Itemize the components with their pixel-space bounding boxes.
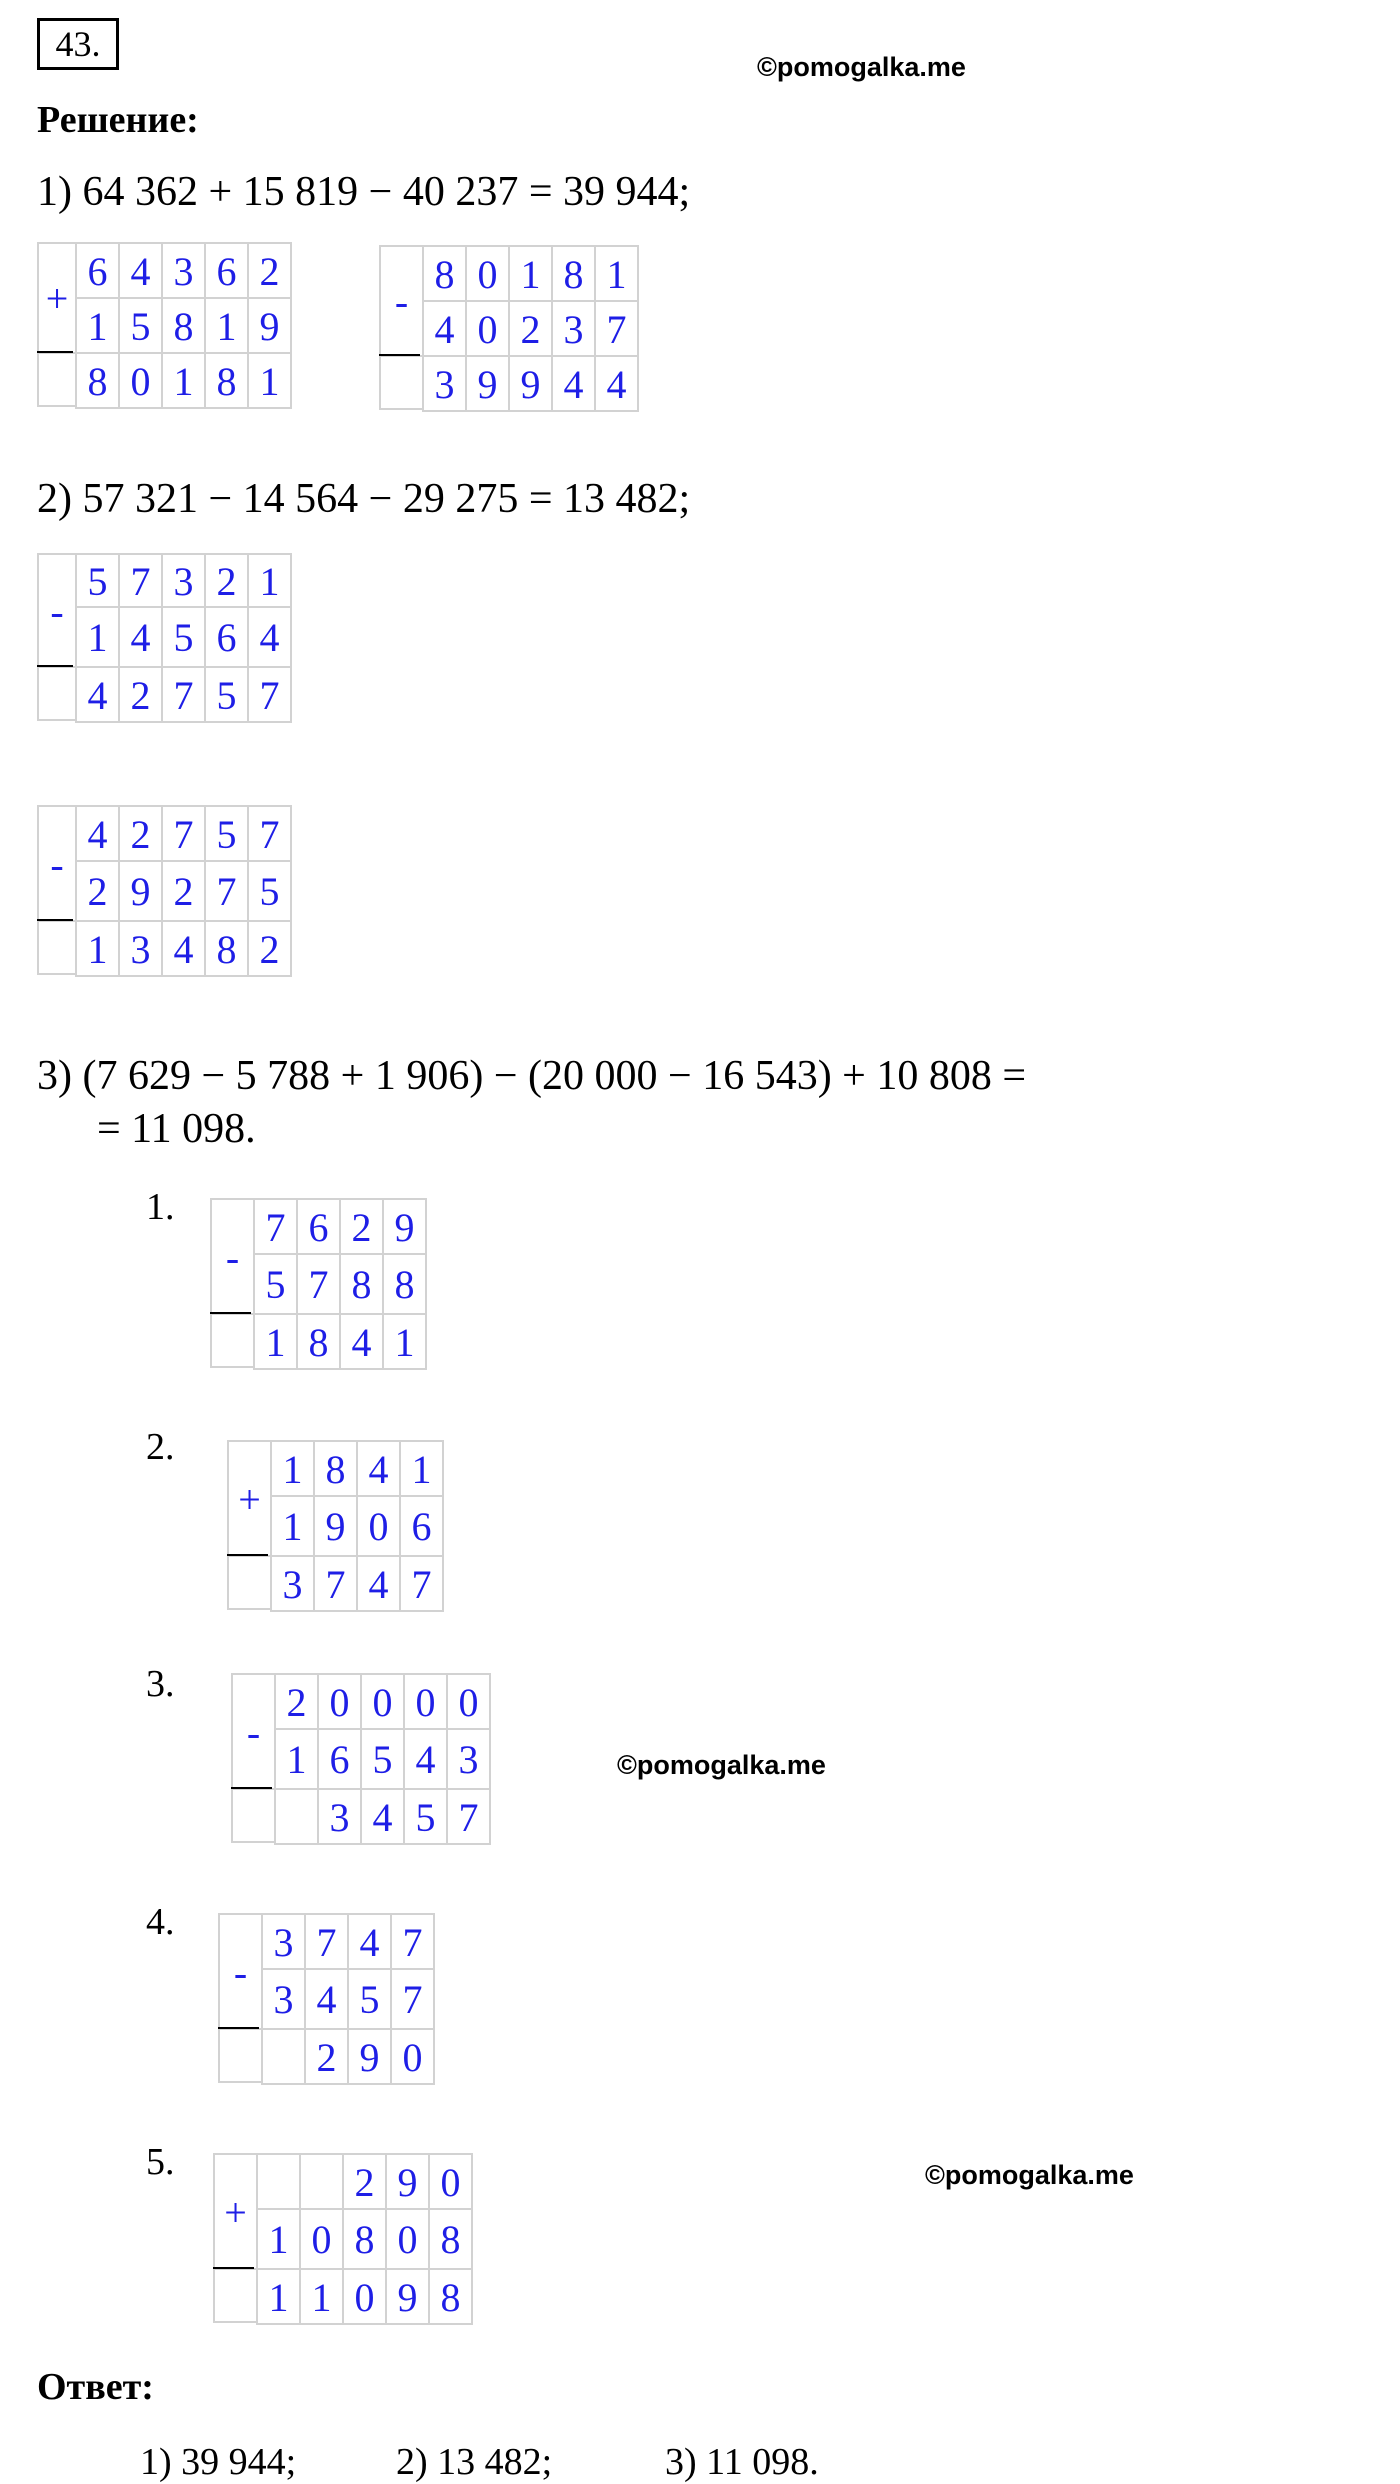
digit-cell: 0 [428, 2153, 473, 2210]
calc-8-subtraction [218, 1913, 433, 2083]
result-line [37, 351, 73, 353]
digit-cell: 4 [403, 1728, 448, 1790]
digit-cell [274, 1788, 319, 1845]
operator-sign: - [37, 553, 77, 668]
digit-cell [256, 2153, 301, 2210]
digit-cell: 1 [161, 352, 206, 409]
digit-cell: 4 [551, 355, 596, 412]
digit-cell: 0 [342, 2268, 387, 2325]
digit-cell: 8 [204, 920, 249, 977]
digit-cell: 0 [118, 352, 163, 409]
digit-cell: 1 [399, 1440, 444, 1497]
digit-cell: 9 [313, 1495, 358, 1557]
digit-cell: 8 [75, 352, 120, 409]
digit-cell: 9 [382, 1198, 427, 1255]
digit-cell: 9 [465, 355, 510, 412]
digit-cell: 9 [347, 2028, 392, 2085]
answer-3: 3) 11 098. [665, 2441, 819, 2483]
digit-cell: 1 [204, 297, 249, 354]
calc-6-addition [227, 1440, 442, 1610]
digit-cell: 1 [75, 297, 120, 354]
digit-cell: 7 [161, 666, 206, 723]
operator-sign: + [227, 1440, 272, 1557]
operator-empty-cell [213, 2268, 258, 2323]
digit-cell [261, 2028, 306, 2085]
digit-cell: 5 [204, 666, 249, 723]
step-label-4: 4. [146, 1901, 175, 1943]
operator-empty-cell [231, 1788, 276, 1843]
digit-cell: 7 [390, 1968, 435, 2030]
calc-7-subtraction [231, 1673, 489, 1843]
digit-cell: 4 [118, 606, 163, 668]
digit-cell: 4 [594, 355, 639, 412]
digit-cell: 5 [360, 1728, 405, 1790]
digit-cell: 6 [204, 606, 249, 668]
digit-cell: 6 [75, 242, 120, 299]
operator-sign: - [37, 805, 77, 922]
digit-cell: 8 [339, 1253, 384, 1315]
digit-cell: 7 [446, 1788, 491, 1845]
digit-cell: 4 [339, 1313, 384, 1370]
digit-cell: 1 [247, 352, 292, 409]
calc-4-subtraction [37, 805, 290, 975]
digit-cell: 9 [385, 2268, 430, 2325]
digit-cell: 1 [270, 1440, 315, 1497]
solution-heading: Решение: [37, 99, 199, 141]
watermark-top: ©pomogalka.me [757, 52, 966, 82]
calc-3-subtraction [37, 553, 290, 721]
digit-cell: 5 [204, 805, 249, 862]
digit-cell: 8 [313, 1440, 358, 1497]
digit-cell: 1 [382, 1313, 427, 1370]
digit-cell: 2 [247, 242, 292, 299]
digit-cell: 6 [204, 242, 249, 299]
calc-9-addition [213, 2153, 471, 2323]
digit-cell: 7 [253, 1198, 298, 1255]
calc-2-subtraction [379, 245, 637, 410]
digit-cell: 9 [118, 860, 163, 922]
operator-empty-cell [37, 666, 77, 721]
digit-cell: 3 [118, 920, 163, 977]
digit-cell: 1 [256, 2268, 301, 2325]
task-number: 43. [37, 18, 119, 70]
operator-sign: - [231, 1673, 276, 1790]
digit-cell: 5 [403, 1788, 448, 1845]
digit-cell: 7 [304, 1913, 349, 1970]
digit-cell: 0 [299, 2208, 344, 2270]
operator-empty-cell [379, 355, 424, 410]
digit-cell: 1 [75, 606, 120, 668]
digit-cell: 2 [118, 666, 163, 723]
digit-cell: 8 [342, 2208, 387, 2270]
digit-cell: 3 [270, 1555, 315, 1612]
digit-cell: 7 [390, 1913, 435, 1970]
digit-cell: 2 [161, 860, 206, 922]
digit-cell: 7 [313, 1555, 358, 1612]
digit-cell: 8 [161, 297, 206, 354]
watermark-bottom: ©pomogalka.me [925, 2160, 1134, 2190]
digit-cell: 2 [204, 553, 249, 608]
digit-cell: 2 [339, 1198, 384, 1255]
digit-cell: 7 [247, 666, 292, 723]
digit-cell: 1 [256, 2208, 301, 2270]
digit-cell: 1 [247, 553, 292, 608]
digit-cell: 2 [247, 920, 292, 977]
digit-cell: 0 [385, 2208, 430, 2270]
expression-2: 2) 57 321 − 14 564 − 29 275 = 13 482; [37, 476, 691, 522]
step-label-1: 1. [146, 1186, 175, 1228]
step-label-3: 3. [146, 1663, 175, 1705]
operator-empty-cell [37, 920, 77, 975]
digit-cell: 9 [508, 355, 553, 412]
digit-cell: 1 [274, 1728, 319, 1790]
digit-cell: 0 [356, 1495, 401, 1557]
answer-2: 2) 13 482; [396, 2441, 553, 2483]
step-label-2: 2. [146, 1426, 175, 1468]
digit-cell: 1 [270, 1495, 315, 1557]
answer-1: 1) 39 944; [140, 2441, 297, 2483]
digit-cell: 7 [118, 553, 163, 608]
digit-cell: 0 [317, 1673, 362, 1730]
digit-cell: 1 [508, 245, 553, 302]
expression-1: 1) 64 362 + 15 819 − 40 237 = 39 944; [37, 169, 691, 215]
digit-cell: 6 [296, 1198, 341, 1255]
result-line [210, 1312, 251, 1314]
digit-cell: 4 [304, 1968, 349, 2030]
digit-cell: 4 [75, 666, 120, 723]
operator-empty-cell [37, 352, 77, 407]
digit-cell: 3 [161, 553, 206, 608]
digit-cell: 7 [204, 860, 249, 922]
calc-1-addition [37, 242, 290, 407]
result-line [37, 665, 73, 667]
digit-cell: 5 [247, 860, 292, 922]
digit-cell: 1 [253, 1313, 298, 1370]
digit-cell: 8 [428, 2208, 473, 2270]
digit-cell: 0 [465, 245, 510, 302]
digit-cell: 2 [508, 300, 553, 357]
digit-cell: 8 [204, 352, 249, 409]
digit-cell: 3 [261, 1968, 306, 2030]
digit-cell: 7 [594, 300, 639, 357]
digit-cell: 7 [161, 805, 206, 862]
digit-cell: 5 [253, 1253, 298, 1315]
digit-cell: 0 [446, 1673, 491, 1730]
digit-cell: 3 [261, 1913, 306, 1970]
digit-cell: 8 [382, 1253, 427, 1315]
operator-sign: - [218, 1913, 263, 2030]
expression-3-part-1: 3) (7 629 − 5 788 + 1 906) − (20 000 − 16 543) + 10 808 = [37, 1053, 1027, 1099]
operator-sign: - [210, 1198, 255, 1315]
digit-cell: 2 [274, 1673, 319, 1730]
digit-cell: 1 [299, 2268, 344, 2325]
digit-cell: 7 [247, 805, 292, 862]
digit-cell: 0 [403, 1673, 448, 1730]
digit-cell: 5 [161, 606, 206, 668]
digit-cell: 4 [360, 1788, 405, 1845]
digit-cell: 2 [118, 805, 163, 862]
result-line [379, 354, 420, 356]
digit-cell: 9 [385, 2153, 430, 2210]
digit-cell: 1 [75, 920, 120, 977]
digit-cell: 2 [304, 2028, 349, 2085]
step-label-5: 5. [146, 2141, 175, 2183]
digit-cell: 4 [356, 1440, 401, 1497]
digit-cell [299, 2153, 344, 2210]
digit-cell: 0 [360, 1673, 405, 1730]
digit-cell: 4 [422, 300, 467, 357]
answer-heading: Ответ: [37, 2366, 154, 2408]
digit-cell: 7 [296, 1253, 341, 1315]
expression-3-part-2: = 11 098. [97, 1106, 256, 1152]
operator-sign: - [379, 245, 424, 357]
digit-cell: 4 [347, 1913, 392, 1970]
digit-cell: 3 [317, 1788, 362, 1845]
digit-cell: 5 [118, 297, 163, 354]
digit-cell: 7 [399, 1555, 444, 1612]
digit-cell: 8 [551, 245, 596, 302]
operator-empty-cell [210, 1313, 255, 1368]
digit-cell: 9 [247, 297, 292, 354]
result-line [231, 1787, 272, 1789]
digit-cell: 8 [296, 1313, 341, 1370]
digit-cell: 1 [594, 245, 639, 302]
digit-cell: 6 [399, 1495, 444, 1557]
digit-cell: 4 [118, 242, 163, 299]
digit-cell: 4 [247, 606, 292, 668]
digit-cell: 5 [75, 553, 120, 608]
digit-cell: 0 [465, 300, 510, 357]
operator-sign: + [213, 2153, 258, 2270]
digit-cell: 8 [422, 245, 467, 302]
operator-empty-cell [218, 2028, 263, 2083]
calc-5-subtraction [210, 1198, 425, 1368]
digit-cell: 3 [161, 242, 206, 299]
operator-empty-cell [227, 1555, 272, 1610]
digit-cell: 0 [390, 2028, 435, 2085]
result-line [227, 1554, 268, 1556]
digit-cell: 4 [161, 920, 206, 977]
digit-cell: 6 [317, 1728, 362, 1790]
digit-cell: 2 [342, 2153, 387, 2210]
digit-cell: 5 [347, 1968, 392, 2030]
watermark-middle: ©pomogalka.me [617, 1750, 826, 1780]
digit-cell: 3 [422, 355, 467, 412]
digit-cell: 3 [551, 300, 596, 357]
result-line [213, 2267, 254, 2269]
digit-cell: 3 [446, 1728, 491, 1790]
result-line [218, 2027, 259, 2029]
operator-sign: + [37, 242, 77, 354]
digit-cell: 8 [428, 2268, 473, 2325]
digit-cell: 4 [356, 1555, 401, 1612]
result-line [37, 919, 73, 921]
digit-cell: 4 [75, 805, 120, 862]
digit-cell: 2 [75, 860, 120, 922]
